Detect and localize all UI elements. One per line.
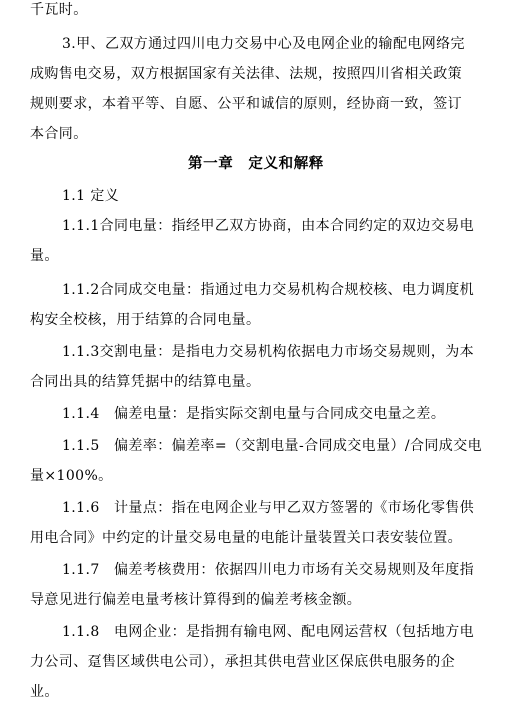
text-line: 1.1.4 偏差电量：是指实际交割电量与合同成交电量之差。 <box>62 406 446 422</box>
text-line: 量。 <box>30 248 59 264</box>
text-line: 1.1.6 计量点：指在电网企业与甲乙双方签署的《市场化零售供 <box>62 500 475 516</box>
text-line: 1.1.2合同成交电量：指通过电力交易机构合规校核、电力调度机 <box>62 282 475 298</box>
text-line: 规则要求，本着平等、自愿、公平和诚信的原则，经协商一致，签订 <box>30 96 462 112</box>
text-line: 成购售电交易，双方根据国家有关法律、法规，按照四川省相关政策 <box>30 66 462 82</box>
text-line: 业。 <box>30 684 59 700</box>
text-line: 构安全校核，用于结算的合同电量。 <box>30 312 261 328</box>
text-line: 导意见进行偏差电量考核计算得到的偏差考核金额。 <box>30 592 362 608</box>
text-line: 1.1.5 偏差率：偏差率=（交割电量-合同成交电量）/合同成交电 <box>62 438 482 454</box>
section-heading: 1.1 定义 <box>62 188 120 204</box>
text-line: 本合同。 <box>30 126 88 142</box>
text-line: 量×100%。 <box>30 468 113 484</box>
text-line: 1.1.3交割电量：是指电力交易机构依据电力市场交易规则，为本 <box>62 344 475 360</box>
text-line: 合同出具的结算凭据中的结算电量。 <box>30 374 261 390</box>
text-line: 用电合同》中约定的计量交易电量的电能计量装置关口表安装位置。 <box>30 530 462 546</box>
chapter-heading: 第一章 定义和解释 <box>188 156 324 172</box>
text-line: 力公司、趸售区域供电公司），承担其供电营业区保底供电服务的企 <box>30 654 455 670</box>
text-line: 1.1.7 偏差考核费用：依据四川电力市场有关交易规则及年度指 <box>62 562 475 578</box>
text-line: 1.1.1合同电量：指经甲乙双方协商，由本合同约定的双边交易电 <box>62 218 475 234</box>
text-line: 3.甲、乙双方通过四川电力交易中心及电网企业的输配电网络完 <box>62 36 465 52</box>
text-line: 1.1.8 电网企业：是指拥有输电网、配电网运营权（包括地方电 <box>62 624 475 640</box>
text-line: 千瓦时。 <box>30 2 88 18</box>
